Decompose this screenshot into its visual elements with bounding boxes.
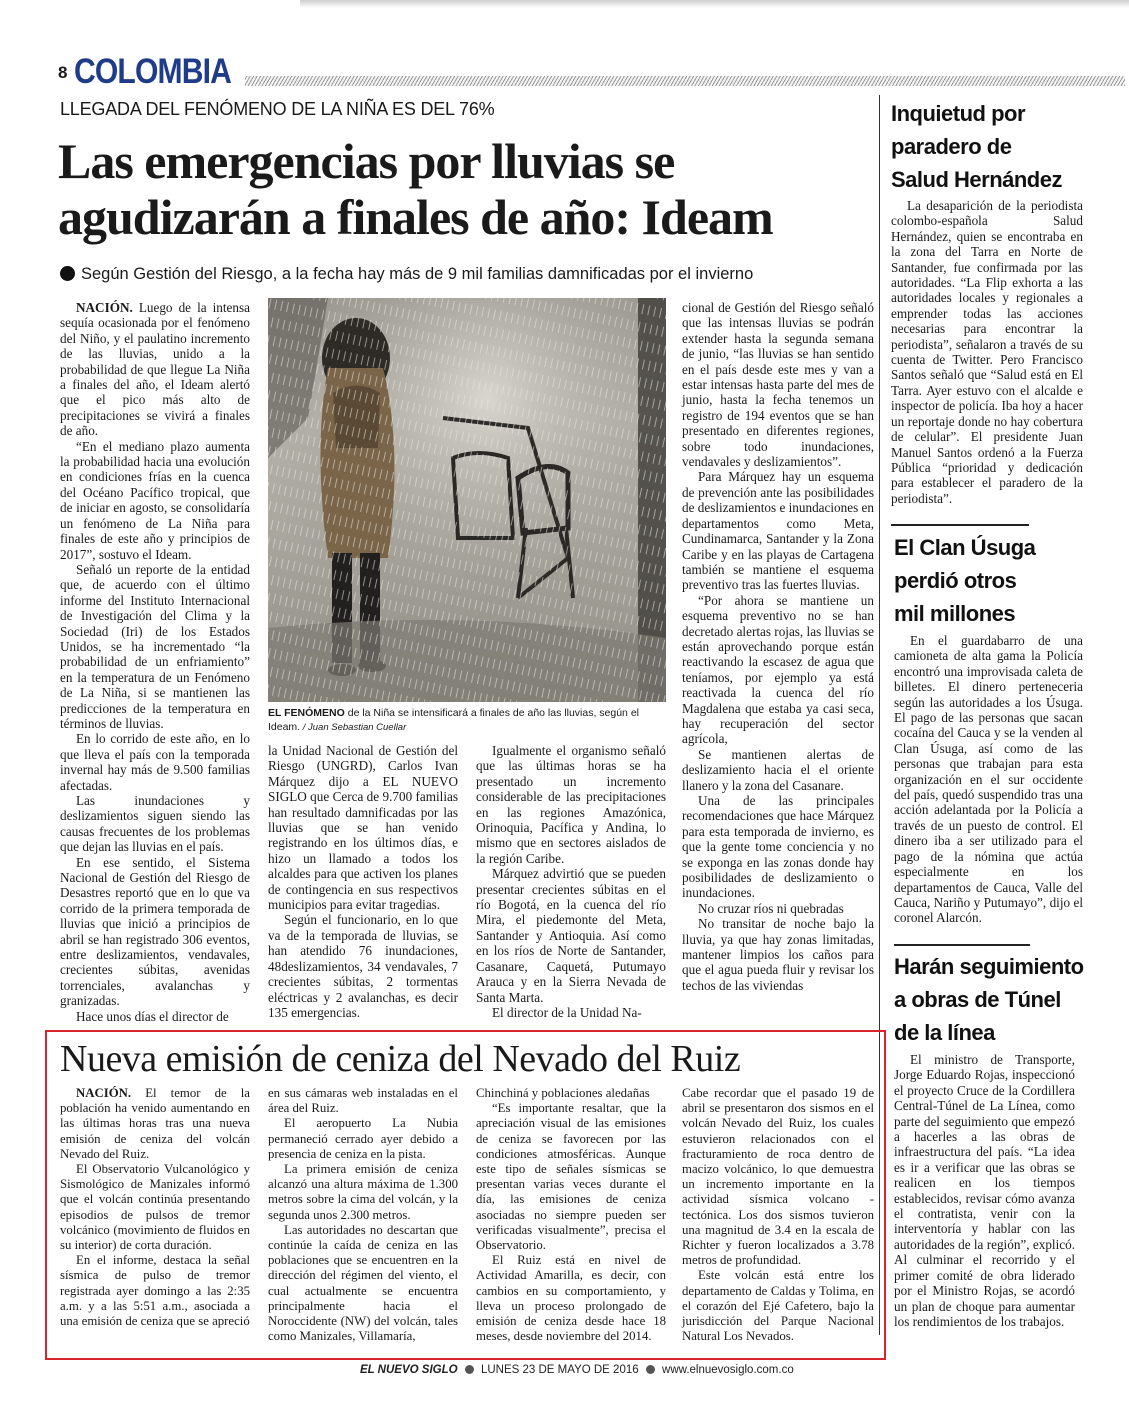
paragraph: Hace unos días el director de [76, 1008, 229, 1024]
paragraph: En lo corrido de este año, en lo que lleva el país con la temporada invernal hay más de 9.500 familias afectadas. [60, 731, 250, 793]
footer-dot-icon [646, 1365, 655, 1374]
footer-paper: EL NUEVO SIGLO [360, 1364, 458, 1376]
paragraph: Este volcán está entre los departamento de Caldas y Tolima, en el corazón del Ejé Cafetero, bajo la jurisdicción del Parque Nacional Natural Los Nevados. [682, 1268, 874, 1344]
caption-credit: / Juan Sebastian Cuellar [300, 722, 407, 733]
headline-line-2: agudizarán a finales de año: Ideam [58, 189, 773, 245]
section-title: COLOMBIA [74, 52, 231, 91]
paragraph: La primera emisión de ceniza alcanzó una altura máxima de 1.300 metros sobre la cima del volcán, y la segunda unos 2.300 metros. [268, 1162, 458, 1222]
subhead [60, 264, 870, 284]
paragraph: El Observatorio Vulcanológico y Sismológico de Manizales informó que el volcán continúa presentando episodios de pulsos de tremor volcánico (movimiento de fluidos en su interior) de corta duración. [60, 1162, 250, 1253]
paragraph: Para Márquez hay un esquema de prevención ante las posibilidades de deslizamientos e inundaciones en departamentos como Meta, Cundinamarca, Santander y la Zona Caribe y en las playas de Cartagena también se mantiene el esquema preventivo tras las fuertes lluvias. [682, 469, 874, 593]
paragraph: Una de las principales recomendaciones que hace Márquez para esta temporada de invierno, es que la gente tome conciencia y no se exponga en las zonas donde hay posibilidades de deslizamiento o inundaciones. [682, 793, 874, 901]
footer-dot-icon [465, 1365, 474, 1374]
paragraph: la Unidad Nacional de Gestión del Riesgo (UNGRD), Carlos Ivan Márquez dijo a EL NUEVO SIGLO que Cerca de 9.700 familias han resultado damnificadas por las lluvias que se han venido registrando en los últimos días, e hizo un llamado a todos los alcaldes para que activen los planes de contingencia en sus respectivos municipios para evitar tragedias. [268, 743, 458, 913]
paragraph: Señaló un reporte de la entidad que, de acuerdo con el último informe del Instituto Internacional de Investigación del Clima y la Sociedad (Iri) de los Estados Unidos, se ha incrementado “la probabilidad de un enfriamiento” en la temperatura de un Fenómeno de La Niña, si se mantienen las predicciones de la temperatura en términos de lluvias. [60, 561, 250, 731]
sidebar-story-1-body: La desaparición de la periodista colombo-española Salud Hernández, quien se encontraba en la zona del Tarra en Norte de Santander, fue confirmada por las autoridades. “La Flip exhorta a las autoridades locales y regionales a emprender todas las acciones necesarias para encontrar la periodista”, señalaron a través de su cuenta de Twitter. Pero Francisco Santos señaló que “Salud está en El Tarra. Ayer estuvo con el alcalde e inspector de policía. Iba hoy a hacer un reportaje donde no hay cobertura de celular”. El presidente Juan Manuel Santos ordenó a la Fuerza Pública “prioridad y dedicación para establecer el paradero de la periodista”. [891, 198, 1083, 506]
paragraph: Según el funcionario, en lo que va de la temporada de lluvias, se han atendido 76 inundaciones, 48deslizamientos, 34 vendavales, 7 crecientes súbitas, 2 tormentas eléctricas y 2 avalanchas, es decir 135 emergencias. [268, 912, 458, 1020]
paragraph: El Ruiz está en nivel de Actividad Amarilla, es decir, con cambios en su comportamiento, y lleva un proceso prolongado de emisión de ceniza desde hace 18 meses, desde noviembre del 2014. [476, 1253, 666, 1344]
sidebar-rule-2 [894, 944, 1030, 946]
paragraph: NACIÓN. Luego de la intensa sequía ocasionada por el fenómeno del Niño, y el paulatino incremento de las lluvias, unido a la probabilidad de que llegue La Niña a finales del año, el Ideam alertó que el pico más alto de precipitaciones se vivirá a finales de año. [60, 300, 250, 439]
headline-line-1: Las emergencias por lluvias se [58, 133, 675, 189]
footer-date: LUNES 23 DE MAYO DE 2016 [480, 1364, 639, 1376]
footer-url: www.elnuevosiglo.com.co [662, 1364, 794, 1376]
caption-text: de la Niña se intensificará a finales de año las lluvias, según el Ideam. [268, 707, 639, 733]
box-col-1 [60, 1086, 250, 1329]
subhead-text: Según Gestión del Riesgo, a la fecha hay más de 9 mil familias damnificadas por el invierno [81, 265, 754, 283]
paragraph: Igualmente el organismo señaló que las últimas horas se ha presentado un incremento considerable de las precipitaciones en las regiones Amazónica, Orinoquia, Pacífica y Andina, lo mismo que en sectores aislados de la región Caribe. [476, 743, 666, 866]
sidebar-rule-1 [891, 524, 1029, 526]
paragraph: En el informe, destaca la señal sísmica de pulso de tremor registrada ayer domingo a las 2:35 a.m. y a las 5:51 a.m., asociada a una emisión de ceniza que se apreció [60, 1253, 250, 1329]
caption-lead: EL FENÓMENO [268, 707, 345, 719]
paragraph: Las inundaciones y deslizamientos siguen siendo las causas frecuentes de los problemas que dejan las lluvias en el país. [60, 793, 250, 855]
page-number: 8 [58, 63, 68, 82]
paragraph: cional de Gestión del Riesgo señaló que las intensas lluvias se podrán extender hasta la segunda semana de junio, “las lluvias se han sentido en el país desde este mes y van a estar intensas hasta parte del mes de junio, hasta la fecha tenemos un registro de 194 eventos que se han presentado en diferentes regiones, sobre todo inundaciones, vendavales y deslizamientos”. [682, 300, 874, 470]
paragraph: NACIÓN. El temor de la población ha venido aumentando en las últimas horas tras una nueva emisión de ceniza del volcán Nevado del Ruiz. [60, 1086, 250, 1161]
box-headline: Nueva emisión de ceniza del Nevado del Ruiz [60, 1038, 741, 1080]
box-col-4 [682, 1086, 874, 1344]
sidebar-story-3-body: El ministro de Transporte, Jorge Eduardo Rojas, inspeccionó el proyecto Cruce de la Cordillera Central-Túnel de La Línea, como parte del seguimiento que empezó a hacerles a las obras de infraestructura del país. “La idea es ir a verificar que las obras se realicen en los tiempos establecidos, revisar cómo avanza el contratista, venir con la interventoría y hablar con las autoridades de la región”, explicó. Al culminar el recorrido y el primer comité de obra liderado por el Ministro Rojas, se acordó un plan de choque para aumentar los rendimientos de los trabajos. [894, 1052, 1075, 1329]
sidebar-story-3-title: Harán seguimiento a obras de Túnel de la línea [894, 954, 1084, 1045]
paragraph: Se mantienen alertas de deslizamiento hacia el el oriente llanero y la zona del Casanare. [682, 746, 874, 793]
main-col-2 [268, 743, 458, 1020]
photo-illustration [268, 298, 666, 702]
paragraph: Márquez advirtió que se pueden presentar crecientes súbitas en el río Bogotá, en la cuenca del río Mira, el piedemonte del Meta, Santander y Antioquia. Así como en los ríos de Norte de Santander, Casanare, Caquetá, Putumayo Arauca y en la Sierra Nevada de Santa Marta. [476, 866, 666, 1005]
sidebar-story-2-body: En el guardabarro de una camioneta de alta gama la Policía encontró una improvisada caleta de billetes. El dinero perteneceria según las autoridades a los Úsuga. El pago de las personas que sacan cocaína del Cauca y se la venden al Clan Úsuga, así como de las personas que trabajan para esta organización en el sur occidente del país, quedó suspendido tras una acción adelantada por la Policía a través de un puesto de control. El dinero iba a ser utilizado para el pago de la nómina que actúa especialmente en los departamentos de Cauca, Valle del Cauca, Nariño y Putumayo”, dijo el coronel Alarcón. [894, 633, 1083, 926]
paragraph: Chinchiná y poblaciones aledañas [476, 1086, 650, 1100]
box-col-3 [476, 1086, 666, 1344]
box-col-2 [268, 1086, 458, 1344]
photo-caption [268, 706, 668, 735]
paragraph: Las autoridades no descartan que continúe la caída de ceniza en las poblaciones que se encuentren en la dirección del régimen del viento, el cual actualmente se encuentra principalmente hacia el Noroccidente (NW) del volcán, tales como Manizales, Villamaría, [268, 1222, 458, 1344]
kicker: LLEGADA DEL FENÓMENO DE LA NIÑA ES DEL 76% [60, 99, 495, 119]
bullet-icon [60, 266, 75, 281]
paragraph: En ese sentido, el Sistema Nacional de Gestión del Riesgo de Desastres reportó que en lo que va corrido de la primera temporada de lluvias que inició a principios de abril se han registrado 306 eventos, entre deslizamientos, vendavales, crecientes súbitas, avenidas torrenciales, avalanchas y granizadas. [60, 854, 250, 1009]
paragraph: en sus cámaras web instaladas en el área del Ruiz. [268, 1086, 458, 1116]
paragraph: Cabe recordar que el pasado 19 de abril se presentaron dos sismos en el volcán Nevado del Ruiz, los cuales estuvieron relacionados con el fracturamiento de roca dentro de macizo volcánico, lo que demuestra un incremento importante en la actividad sísmica volcano - tectónica. Los dos sismos tuvieron una magnitud de 3.4 en la escala de Richter y fueron localizados a 3.78 metros de profundidad. [682, 1086, 874, 1268]
paragraph: “Por ahora se mantiene un esquema preventivo no se han decretado alertas rojas, las lluvias se están aprovechando porque están reactivando la escasez de agua que teníamos, por ejemplo ya está reactivada la cuenca del río Magdalena que estaba ya casi seca, hay recuperación del sector agrícola, [682, 592, 874, 747]
main-col-3 [476, 743, 666, 1020]
main-col-4 [682, 300, 874, 993]
section-rule [245, 76, 1125, 86]
sidebar-story-2-title: El Clan Úsuga perdió otros mil millones [894, 535, 1036, 626]
paragraph: No cruzar ríos ni quebradas [698, 900, 844, 916]
paragraph: El aeropuerto La Nubia permaneció cerrado ayer debido a presencia de ceniza en la pista. [268, 1116, 458, 1161]
sidebar-story-1-title: Inquietud por paradero de Salud Hernández [891, 101, 1062, 192]
paragraph: No transitar de noche bajo la lluvia, ya que hay zonas limitadas, mantener limpios los caños para que el agua pueda fluir y revisar los techos de las viviendas [682, 916, 874, 993]
main-headline [58, 133, 868, 245]
main-col-1 [60, 300, 250, 1024]
footer [360, 1364, 794, 1376]
paragraph: “Es importante resaltar, que la apreciación visual de las emisiones de ceniza se favorecen por las condiciones atmosféricas. Aunque este tipo de señales sísmicas se presentan varias veces durante el día, las emisiones de ceniza asociadas no siempre pueden ser verificadas visualmente”, precisa el Observatorio. [476, 1101, 666, 1253]
top-edge-band [300, 0, 1129, 8]
rain-photo [268, 298, 666, 702]
paragraph: “En el mediano plazo aumenta la probabilidad hacia una evolución en condiciones frías en la cuenca del Océano Pacífico tropical, que de iniciar en agosto, se consolidaría un fenómeno de La Niña para finales de este año y principios de 2017”, sostuvo el Ideam. [60, 438, 250, 562]
paragraph: El director de la Unidad Na- [492, 1004, 642, 1020]
